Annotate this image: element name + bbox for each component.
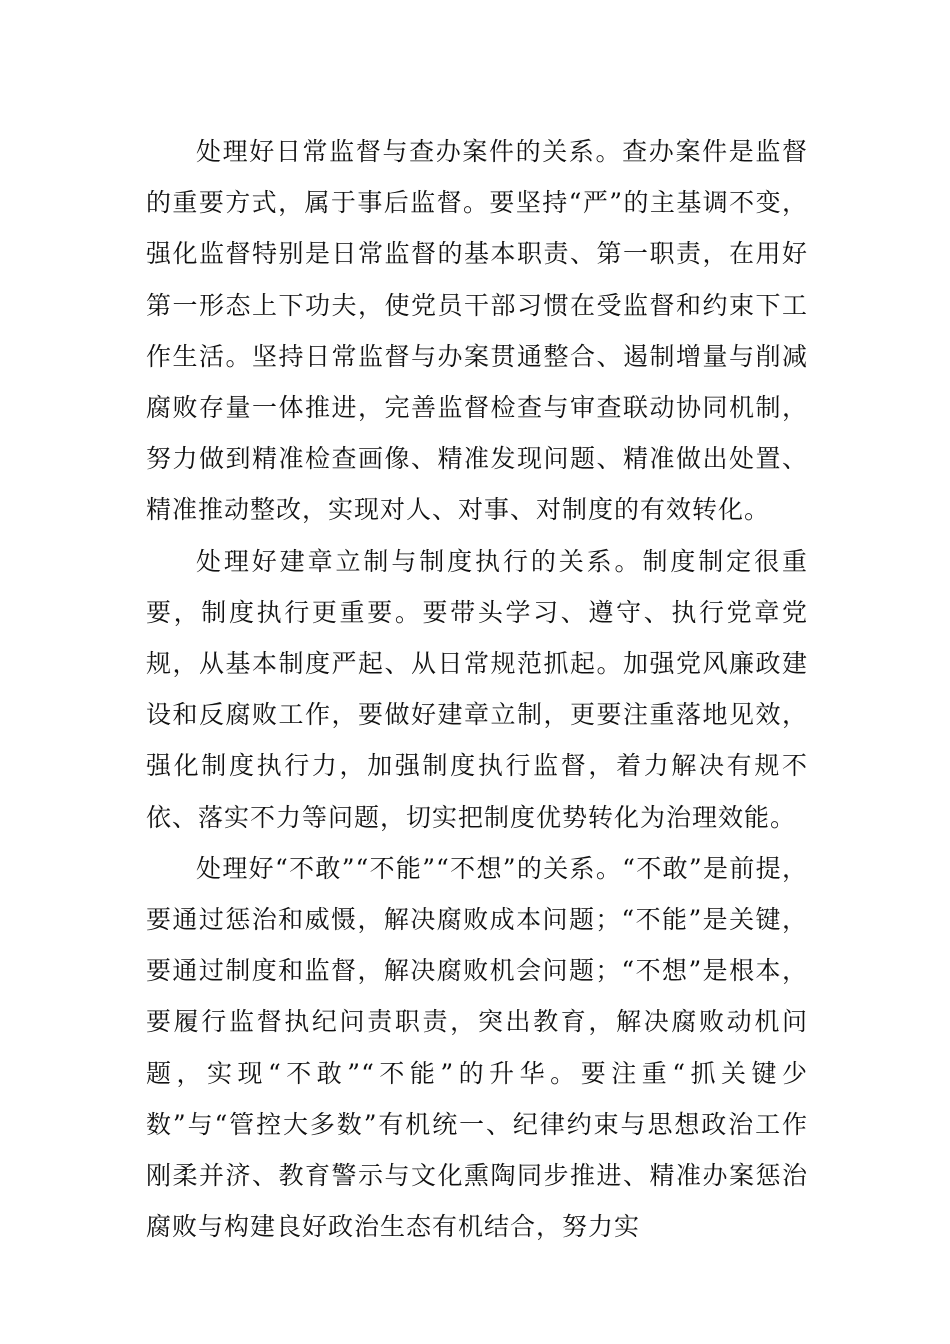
document-body	[146, 126, 808, 1252]
paragraph-dare-can-want: 处理好“不敢”“不能”“不想”的关系。“不敢”是前提，要通过惩治和威慑，解决腐败成本问题；“不能”是关键，要通过制度和监督，解决腐败机会问题；“不想”是根本，要履行监督执纪问责职责，突出教育，解决腐败动机问题，实现“不敢”“不能”的升华。要注重“抓关键少数”与“管控大多数”有机统一、纪律约束与思想政治工作刚柔并济、教育警示与文化熏陶同步推进、精准办案惩治腐败与构建良好政治生态有机结合，努力实	[146, 853, 808, 1242]
paragraph-rules-and-execution: 处理好建章立制与制度执行的关系。制度制定很重要，制度执行更重要。要带头学习、遵守、执行党章党规，从基本制度严起、从日常规范抓起。加强党风廉政建设和反腐败工作，要做好建章立制，更要注重落地见效，强化制度执行力，加强制度执行监督，着力解决有规不依、落实不力等问题，切实把制度优势转化为治理效能。	[146, 546, 808, 832]
paragraph-supervision-and-cases: 处理好日常监督与查办案件的关系。查办案件是监督的重要方式，属于事后监督。要坚持“严”的主基调不变，强化监督特别是日常监督的基本职责、第一职责，在用好第一形态上下功夫，使党员干部习惯在受监督和约束下工作生活。坚持日常监督与办案贯通整合、遏制增量与削减腐败存量一体推进，完善监督检查与审查联动协同机制，努力做到精准检查画像、精准发现问题、精准做出处置、精准推动整改，实现对人、对事、对制度的有效转化。	[146, 137, 808, 525]
